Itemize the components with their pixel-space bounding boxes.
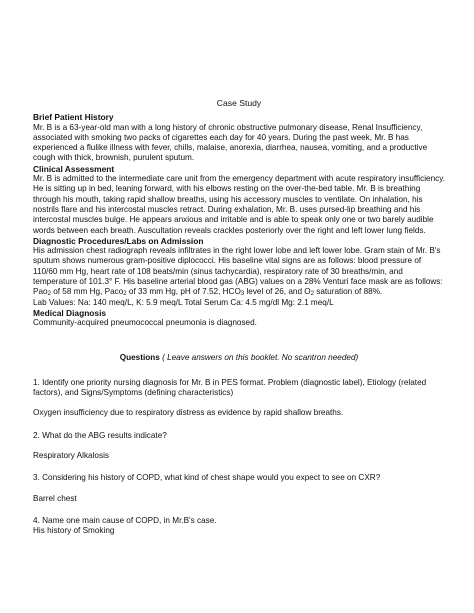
diagnostic-heading: Diagnostic Procedures/Labs on Admission <box>33 235 204 246</box>
questions-title <box>33 353 445 363</box>
medical-diagnosis-text: Community-acquired pneumococcal pneumonia is diagnosed. <box>33 318 257 328</box>
question-3: 3. Considering his history of COPD, what kind of chest shape would you expect to see on CXR? <box>33 473 381 483</box>
page-title: Case Study <box>216 98 262 108</box>
diagnostic-text-part-4: level of 26, and O <box>244 287 311 297</box>
brief-history-text: Mr. B is a 63-year-old man with a long history of chronic obstructive pulmonary disease, Renal Insufficiency, associated with smoking two packs of cigarettes each day for 40 years. During the past week, Mr. B has experienced a flulike illness with fever, chills, malaise, anorexia, diarrhea, nausea, vomiting, and a productive cough with thick, brownish, purulent sputum. <box>33 122 428 163</box>
pao2-subscript: 2 <box>47 291 51 298</box>
questions-label: Questions <box>119 352 160 362</box>
answer-4: His history of Smoking <box>33 526 115 536</box>
questions-note: ( Leave answers on this booklet. No scantron needed) <box>159 352 359 362</box>
brief-history-heading: Brief Patient History <box>33 112 114 123</box>
diagnostic-text-part-1: His admission chest radiograph reveals infiltrates in the right lower lobe and left lower lobe. Gram stain of Mr. B's sputum shows numerous gram-positive diplococci. His baseline vital signs are as follows: blood pressure of 110/60 mm Hg, heart rate of 108 beats/min (sinus tachycardia), respiratory rate of 30 breaths/min, and temperature of 101.3° F. His baseline arterial blood gas (ABG) values on a 28% Venturi face mask are as follows: Pao <box>33 246 443 297</box>
question-1: 1. Identify one priority nursing diagnosis for Mr. B in PES format. Problem (diagnostic label), Etiology (related factors), and Signs/Symptoms (defining characteristics) <box>33 377 427 398</box>
question-2: 2. What do the ABG results indicate? <box>33 430 167 440</box>
answer-3: Barrel chest <box>33 493 77 503</box>
o2-subscript: 2 <box>310 291 314 298</box>
answer-2: Respiratory Alkalosis <box>33 451 109 461</box>
diagnostic-text-part-2: of 58 mm Hg, Paco <box>50 287 124 297</box>
document-page <box>33 98 445 537</box>
clinical-assessment-text: Mr. B is admitted to the intermediate care unit from the emergency department with acute respiratory insufficiency. He is sitting up in bed, leaning forward, with his elbows resting on the over-the-bed table. Mr. B is breathing through his mouth, taking rapid shallow breaths, using his accessory muscles to ventilate. On inhalation, his nostrils flare and his intercostal muscles retract. During exhalation, Mr. B. uses pursed-lip breathing and his intercostal muscles bulge. He appears anxious and irritable and is able to speak only one or two barely audible words between each breath. Auscultation reveals crackles posteriorly over the right and left lower lung fields. <box>33 174 445 235</box>
question-4: 4. Name one main cause of COPD, in Mr.B's case. <box>33 515 217 525</box>
diagnostic-text-part-3: of 33 mm Hg, pH of 7.52, HCO <box>126 287 241 297</box>
diagnostic-text <box>33 246 445 297</box>
hco3-subscript: 3 <box>240 291 245 298</box>
medical-diagnosis-heading: Medical Diagnosis <box>33 307 107 318</box>
clinical-assessment-heading: Clinical Assessment <box>33 163 115 174</box>
lab-values: Lab Values: Na: 140 meq/L, K: 5.9 meq/L Total Serum Ca: 4.5 mg/dl Mg: 2.1 meq/L <box>33 297 334 307</box>
answer-1: Oxygen insufficiency due to respiratory distress as evidence by rapid shallow breaths. <box>33 408 344 418</box>
paco2-subscript: 2 <box>123 291 127 298</box>
diagnostic-text-part-5: saturation of 88%. <box>313 287 383 297</box>
